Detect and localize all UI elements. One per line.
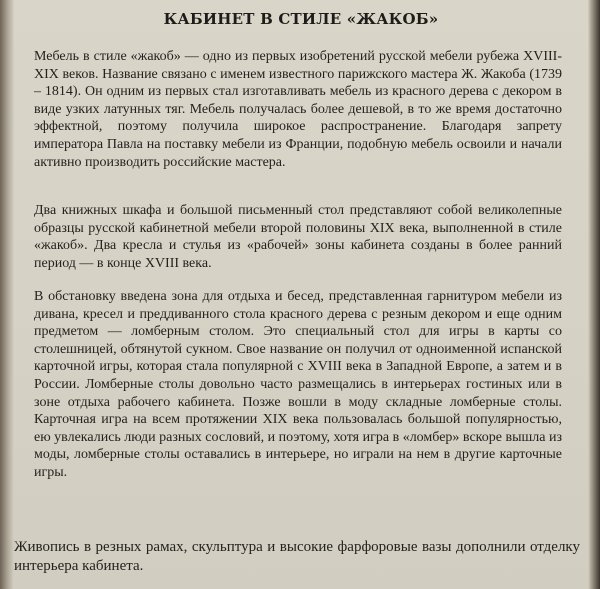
placard-panel <box>14 0 588 589</box>
paragraph-decor: Живопись в резных рамах, скульптура и высокие фарфоровые вазы дополнили отделку интерьера кабинета. <box>14 539 580 574</box>
placard-title: КАБИНЕТ В СТИЛЕ «ЖАКОБ» <box>163 10 439 28</box>
placard-right-edge <box>588 0 600 589</box>
placard-left-edge <box>0 0 14 589</box>
paragraph-intro: Мебель в стиле «жакоб» — одно из первых изобретений русской мебели рубежа XVIII-XIX веков. Название связано с именем известного парижского мастера Ж. Жакоба (1739 – 1814). Он одним из первых стал изготавливать мебель из красного дерева с декором в виде узких латунных тяг. Мебель получалась более дешевой, в то же время достаточно эффектной, поэтому получила широкое распространение. Благодаря запрету императора Павла на поставку мебели из Франции, подобную мебель освоили и начали активно производить российские мастера. <box>34 49 562 170</box>
paragraph-bookcases: Два книжных шкафа и большой письменный стол представляют собой великолепные образцы русской кабинетной мебели второй половины XIX века, выполненной в стиле «жакоб». Два кресла и стулья из «рабочей» зоны кабинета созданы в более ранний период — в конце XVIII века. <box>34 203 562 271</box>
paragraph-leisure-zone: В обстановку введена зона для отдыха и бесед, представленная гарнитуром мебели из дивана, кресел и преддиванного стола красного дерева с резным декором и еще одним предметом — ломберным столом. Это специальный стол для игры в карты со столешницей, обтянутой сукном. Свое название он получил от одноименной испанской карточной игры, которая стала популярной с XVIII века в Западной Европе, а затем и в России. Ломберные столы довольно часто размещались в интерьерах гостиных или в зоне отдыха рабочего кабинета. Позже вошли в моду складные ломберные столы. Карточная игра на всем протяжении XIX века пользовалась большой популярностью, ею увлекались люди разных сословий, и поэтому, хотя игра в «ломбер» вскоре вышла из моды, ломберные столы оставались в интерьере, но играли на нем в другие карточные игры. <box>34 289 562 480</box>
